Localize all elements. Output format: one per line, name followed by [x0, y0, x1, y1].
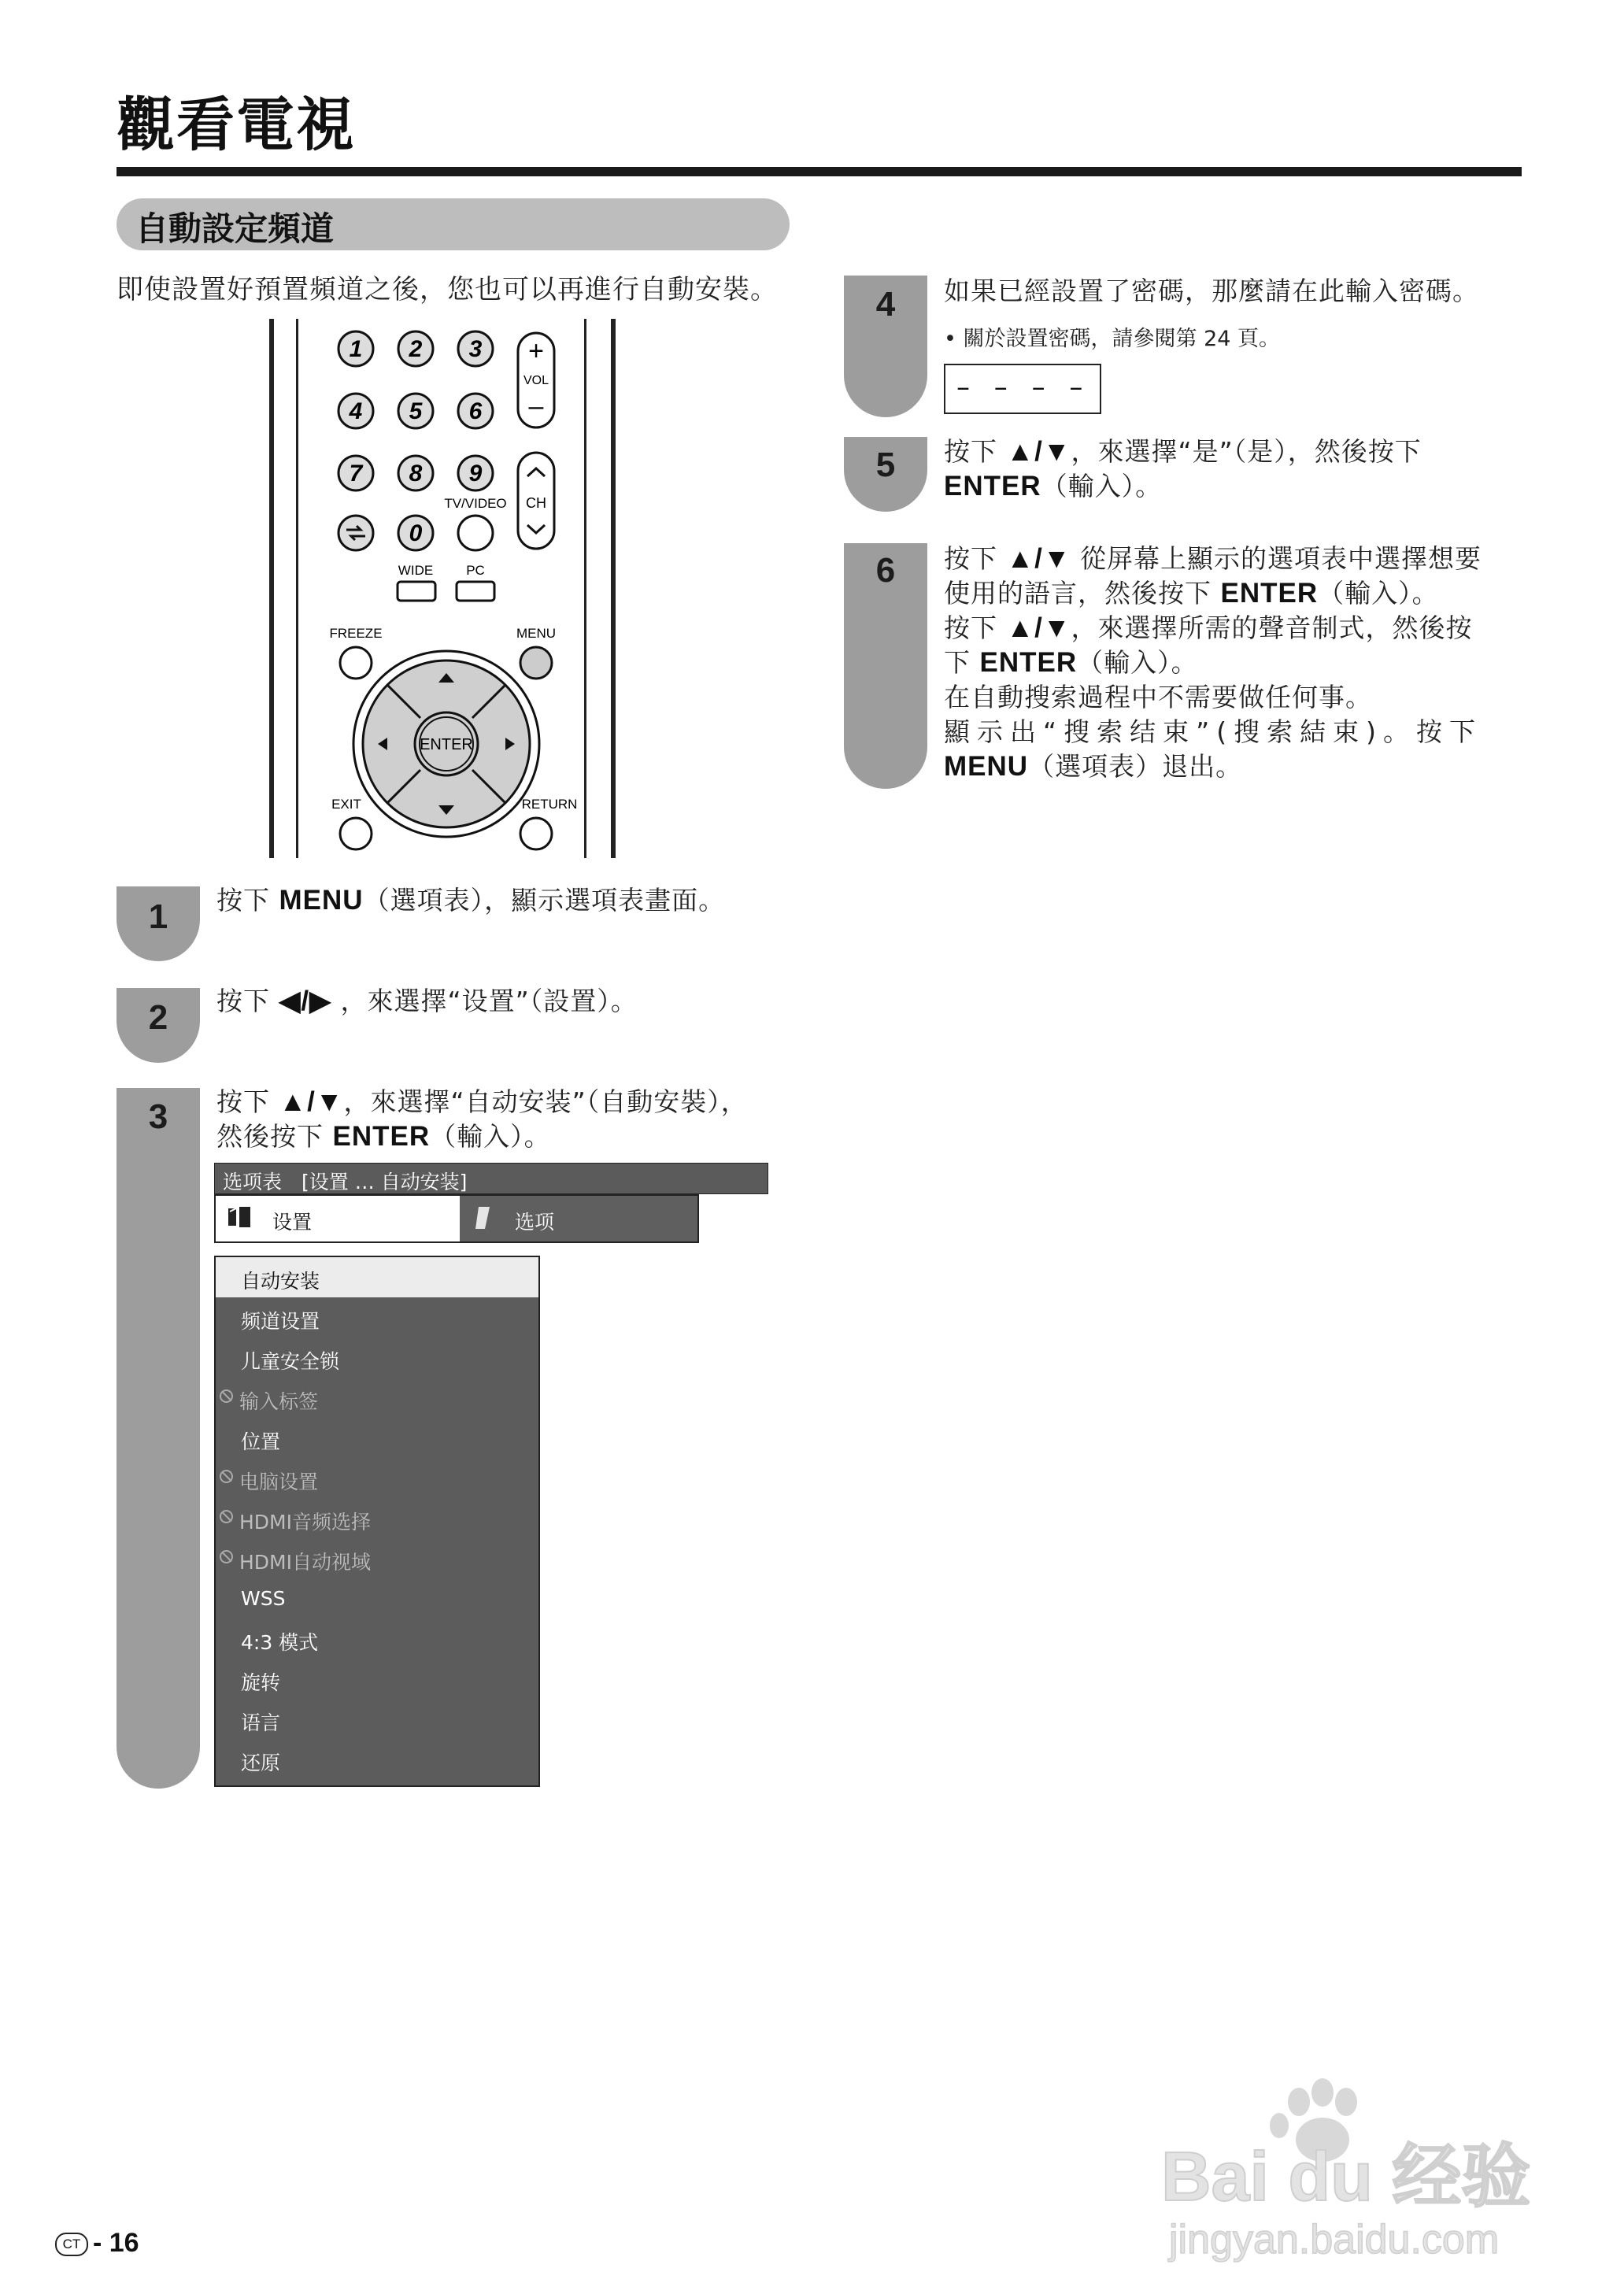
- disabled-icon: [220, 1389, 233, 1403]
- menu-item-label: 频道设置: [241, 1310, 320, 1333]
- key-2: [398, 331, 433, 366]
- pc-key: [457, 582, 494, 601]
- password-placeholder: – – – –: [956, 372, 1091, 403]
- vol-plus-icon: +: [528, 336, 544, 366]
- menu-item-position[interactable]: [216, 1418, 538, 1458]
- menu-item-label: 位置: [241, 1430, 281, 1453]
- menu-label: MENU: [516, 626, 557, 641]
- disabled-icon: [220, 1510, 233, 1523]
- menu-item-input-label: [216, 1378, 538, 1418]
- tv-video-label: TV/VIDEO: [444, 496, 507, 511]
- menu-item-child-lock[interactable]: [216, 1338, 538, 1378]
- menu-item-label: 旋转: [241, 1671, 281, 1694]
- step-4-number: 4: [875, 285, 896, 324]
- menu-item-label: WSS: [241, 1587, 286, 1610]
- watermark-url: jingyan.baidu.com: [1169, 2217, 1500, 2263]
- return-label: RETURN: [521, 797, 578, 812]
- exit-label: EXIT: [331, 797, 361, 812]
- menu-item-label: 自动安装: [241, 1270, 320, 1293]
- menu-item-reset[interactable]: [216, 1739, 538, 1779]
- tab-option-label: 选项: [515, 1211, 555, 1234]
- menu-item-label: 还原: [241, 1752, 281, 1774]
- menu-item-pc-setup: [216, 1458, 538, 1498]
- menu-item-label: 电脑设置: [239, 1471, 319, 1493]
- key-6: [458, 394, 493, 428]
- tab-option[interactable]: [460, 1196, 697, 1241]
- step-2-text: 按下 ◀/▶ ，來選擇“设置”（設置）。: [216, 986, 638, 1016]
- tv-video-key: [458, 516, 493, 550]
- key-2-label: 2: [409, 336, 423, 362]
- menu-item-label: 语言: [241, 1711, 281, 1734]
- menu-item-hdmi-audio: [216, 1498, 538, 1538]
- flashback-key: [338, 516, 373, 550]
- vol-label: VOL: [523, 374, 549, 387]
- section-title: 自動設定頻道: [135, 209, 335, 248]
- menu-header-title: 选项表 [设置 … 自动安装]: [223, 1171, 468, 1193]
- menu-item-label: HDMI自动视域: [239, 1551, 371, 1574]
- menu-item-43-mode[interactable]: [216, 1619, 538, 1659]
- key-7: [338, 456, 373, 490]
- menu-item-label: 4:3 模式: [241, 1631, 319, 1654]
- pc-label: PC: [466, 563, 485, 578]
- wide-key: [398, 582, 435, 601]
- setup-wrench-icon: [227, 1204, 257, 1232]
- menu-list: [214, 1256, 540, 1787]
- disabled-icon: [220, 1470, 233, 1483]
- step-5-number: 5: [875, 446, 896, 484]
- step-4-text: 如果已經設置了密碼，那麼請在此輸入密碼。: [944, 276, 1479, 306]
- option-card-icon: [474, 1205, 491, 1230]
- key-9-label: 9: [468, 461, 483, 487]
- key-0: [398, 516, 433, 550]
- step-2-number: 2: [148, 998, 168, 1037]
- key-6-label: 6: [468, 398, 483, 424]
- step-1-text: 按下 MENU（選項表），顯示選項表畫面。: [216, 885, 726, 916]
- page-title: 觀看電視: [117, 91, 356, 159]
- freeze-key: [340, 647, 372, 679]
- menu-item-auto-install[interactable]: [216, 1257, 538, 1297]
- menu-item-hdmi-auto-view: [216, 1538, 538, 1578]
- menu-key: [520, 647, 552, 679]
- key-7-label: 7: [349, 461, 363, 487]
- tab-setup[interactable]: [216, 1196, 460, 1241]
- key-1: [338, 331, 373, 366]
- exit-key: [340, 818, 372, 849]
- disabled-icon: [220, 1550, 233, 1563]
- page-footer: [55, 2228, 139, 2259]
- tab-setup-label: 设置: [272, 1211, 313, 1234]
- wide-label: WIDE: [398, 563, 434, 578]
- step-5-text: 按下 ▲/▼，來選擇“是”（是），然後按下 ENTER（輸入）。: [944, 436, 1422, 501]
- menu-item-label: HDMI音频选择: [239, 1511, 371, 1534]
- step-3-tab: [117, 1088, 200, 1789]
- remote-control-illustration: [268, 319, 622, 858]
- step-3-number: 3: [148, 1097, 168, 1136]
- key-3: [458, 331, 493, 366]
- key-0-label: 0: [409, 520, 423, 546]
- menu-item-label: 儿童安全锁: [241, 1350, 340, 1373]
- watermark-brand: Bai du 经验: [1161, 2137, 1531, 2215]
- title-rule: [117, 167, 1522, 176]
- key-3-label: 3: [468, 336, 483, 362]
- menu-header-bar: [214, 1163, 768, 1194]
- page-number: - 16: [93, 2228, 139, 2258]
- step-6-text: 按下 ▲/▼ 從屏幕上顯示的選項表中選擇想要 使用的語言，然後按下 ENTER（輸入）。 按下 ▲/▼，來選擇所需的聲音制式，然後按 下 ENTER（輸入）。 在自動搜索過程中不需要做任何事。 顯示出“搜索结束”(搜索結束)。按下 MENU（選項表）退出。: [944, 543, 1482, 782]
- ct-badge: CT: [55, 2233, 88, 2256]
- key-8-label: 8: [409, 461, 423, 487]
- key-5-label: 5: [409, 398, 423, 424]
- menu-tabs: [214, 1194, 699, 1243]
- key-9: [458, 456, 493, 490]
- vol-minus-icon: –: [528, 391, 544, 421]
- menu-item-rotate[interactable]: [216, 1659, 538, 1699]
- baidu-watermark: [1161, 2070, 1570, 2267]
- ch-label: CH: [526, 495, 546, 511]
- step-1-number: 1: [148, 897, 168, 936]
- key-5: [398, 394, 433, 428]
- key-4: [338, 394, 373, 428]
- key-4-label: 4: [349, 398, 363, 424]
- key-1-label: 1: [349, 336, 363, 362]
- menu-item-language[interactable]: [216, 1699, 538, 1739]
- step-4-bullet: • 關於設置密碼，請參閱第 24 頁。: [944, 327, 1281, 351]
- enter-label: ENTER: [420, 736, 473, 753]
- key-8: [398, 456, 433, 490]
- menu-item-wss[interactable]: [216, 1578, 538, 1619]
- menu-item-channel-setup[interactable]: [216, 1297, 538, 1338]
- step-3-text: 按下 ▲/▼，來選擇“自动安装”（自動安裝）， 然後按下 ENTER（輸入）。: [216, 1086, 748, 1152]
- freeze-label: FREEZE: [329, 626, 383, 641]
- password-input[interactable]: [944, 364, 1101, 414]
- intro-text: 即使設置好預置頻道之後，您也可以再進行自動安裝。: [117, 274, 778, 305]
- return-key: [520, 818, 552, 849]
- menu-item-label: 输入标签: [239, 1390, 319, 1413]
- step-6-number: 6: [875, 551, 896, 590]
